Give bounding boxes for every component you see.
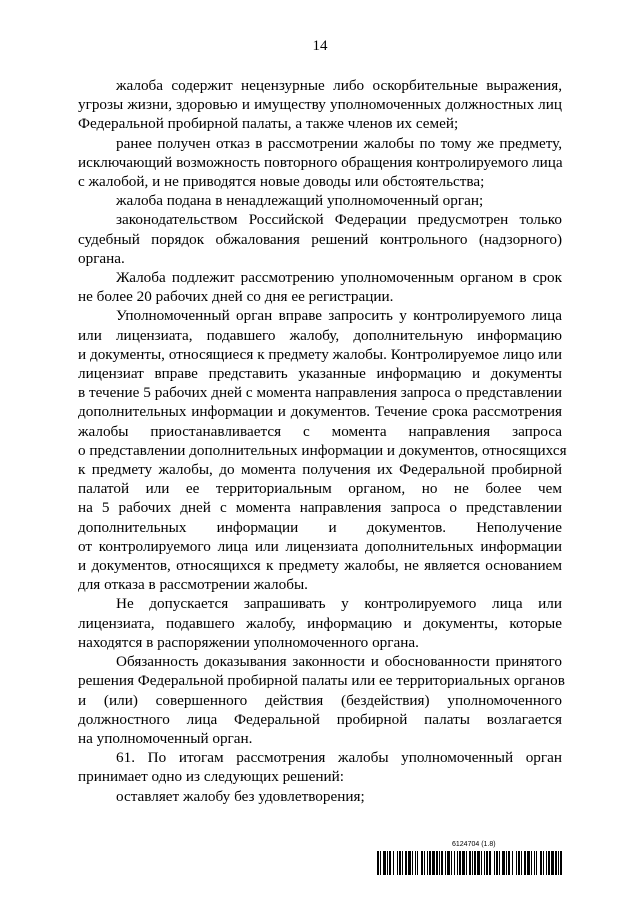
text-line: и документов, относящихся к предмету жалобы, не является основанием [78, 557, 562, 575]
text-line: Федеральной пробирной палаты, а также членов их семей; [78, 115, 459, 133]
text-line: к предмету жалобы, до момента получения их Федеральной пробирной [78, 461, 562, 479]
text-line: о представлении дополнительных информации и документов, относящихся [78, 441, 567, 459]
text-line: исключающий возможность повторного обращения контролируемого лица [78, 153, 563, 171]
paragraph [78, 268, 562, 306]
paragraph [78, 306, 567, 594]
text-line: Жалоба подлежит рассмотрению уполномоченным органом в срок [116, 269, 562, 287]
text-line: судебный порядок обжалования решений контрольного (надзорного) [78, 230, 562, 248]
text-line: лицензиата, подавшего жалобу, информацию и документы, которые [78, 614, 562, 632]
text-line: жалобы приостанавливается с момента направления запроса [78, 422, 562, 440]
paragraph [78, 787, 562, 806]
text-line: или лицензиата, подавшего жалобу, дополнительную информацию [78, 326, 562, 344]
text-line: органа. [78, 249, 125, 267]
text-line: жалоба подана в ненадлежащий уполномоченный орган; [116, 192, 484, 210]
paragraph [78, 191, 562, 210]
text-line: ранее получен отказ в рассмотрении жалобы по тому же предмету, [116, 134, 562, 152]
text-line: палатой или ее территориальным органом, но не более чем [78, 480, 562, 498]
text-line: законодательством Российской Федерации предусмотрен только [116, 211, 562, 229]
text-line: Не допускается запрашивать у контролируемого лица или [116, 595, 562, 613]
text-line: и документы, относящиеся к предмету жалобы. Контролируемое лицо или [78, 345, 562, 363]
text-line: угрозы жизни, здоровью и имуществу уполномоченных должностных лиц [78, 96, 562, 114]
text-line: не более 20 рабочих дней со дня ее регистрации. [78, 288, 394, 306]
document-body [78, 76, 567, 806]
paragraph [78, 134, 562, 192]
document-code: 6124704 (1.8) [452, 841, 496, 848]
paragraph [78, 594, 562, 652]
text-line: находятся в распоряжении уполномоченного органа. [78, 633, 419, 651]
text-line: оставляет жалобу без удовлетворения; [116, 787, 365, 805]
text-line: от контролируемого лица или лицензиата дополнительных информации [78, 537, 562, 555]
page-number: 14 [312, 38, 328, 54]
text-line: дополнительных информации и документов. Течение срока рассмотрения [78, 403, 562, 421]
paragraph [78, 652, 565, 748]
text-line: на 5 рабочих дней с момента направления запроса о представлении [78, 499, 562, 517]
text-line: Обязанность доказывания законности и обоснованности принятого [116, 653, 562, 671]
paragraph [78, 76, 562, 134]
text-line: 61. По итогам рассмотрения жалобы уполномоченный орган [116, 749, 562, 767]
paragraph [78, 748, 562, 786]
text-line: дополнительных информации и документов. Неполучение [78, 518, 562, 536]
text-line: для отказа в рассмотрении жалобы. [78, 576, 308, 594]
paragraph [78, 210, 562, 268]
text-line: лицензиат вправе представить указанные информацию и документы [78, 365, 562, 383]
text-line: в течение 5 рабочих дней с момента направления запроса о представлении [78, 384, 562, 402]
text-line: принимает одно из следующих решений: [78, 768, 344, 786]
text-line: с жалобой, и не приводятся новые доводы или обстоятельства; [78, 173, 485, 191]
barcode-image [377, 851, 562, 875]
text-line: должностного лица Федеральной пробирной палаты возлагается [78, 710, 562, 728]
text-line: Уполномоченный орган вправе запросить у контролируемого лица [116, 307, 562, 325]
text-line: и (или) совершенного действия (бездействия) уполномоченного [78, 691, 562, 709]
text-line: жалоба содержит нецензурные либо оскорбительные выражения, [116, 77, 562, 94]
text-line: на уполномоченный орган. [78, 729, 253, 747]
text-line: решения Федеральной пробирной палаты или ее территориальных органов [78, 672, 565, 690]
